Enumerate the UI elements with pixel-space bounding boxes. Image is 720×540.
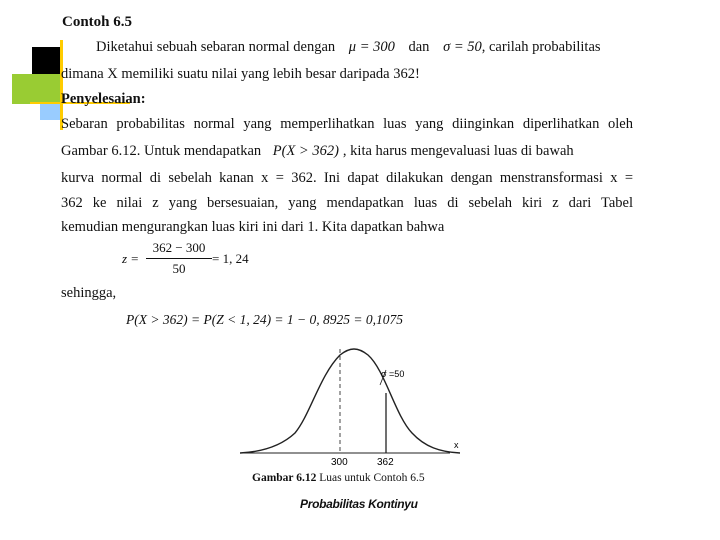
probability-expression: P(X > 362)	[272, 143, 339, 159]
problem-dan: dan	[408, 39, 430, 55]
formula2: P(X > 362) = P(Z < 1, 24) = 1 − 0, 8925 = 0,1075	[126, 312, 404, 327]
normal-curve	[240, 349, 460, 453]
caption-rest: Luas untuk Contoh 6.5	[316, 472, 425, 484]
problem-text-b: , carilah probabilitas	[481, 39, 601, 55]
axis-label-x: x	[454, 440, 459, 450]
sehingga-text: sehingga,	[61, 285, 117, 301]
corner-decoration	[0, 0, 60, 130]
footer-title: Probabilitas Kontinyu	[300, 497, 418, 511]
paragraph-line-2a: Gambar 6.12. Untuk mendapatkan	[61, 143, 262, 159]
formula1-lhs: z =	[122, 251, 140, 266]
deco-green-square	[12, 74, 60, 104]
caption-bold: Gambar 6.12	[252, 472, 317, 484]
paragraph-line-5: kemudian mengurangkan luas kiri ini dari 1. Kita dapatkan bahwa	[61, 219, 445, 235]
sigma-value: σ = 50	[443, 39, 482, 55]
problem-line-2: dimana X memiliki suatu nilai yang lebih besar daripada 362!	[61, 66, 420, 82]
fraction-bar	[146, 258, 212, 259]
tick-label-362: 362	[377, 457, 394, 468]
problem-text-a: Diketahui sebuah sebaran normal dengan	[96, 39, 336, 55]
tick-label-300: 300	[331, 457, 348, 468]
deco-black-square	[32, 47, 60, 75]
sigma-label: σ =50	[381, 369, 405, 379]
normal-curve-figure	[240, 345, 480, 475]
problem-line-1	[96, 38, 601, 56]
formula1-numerator: 362 − 300	[152, 240, 206, 255]
paragraph-line-4: 362 ke nilai z yang bersesuaian, yang mendapatkan luas di sebelah kiri z dari Tabel	[61, 195, 633, 211]
solution-heading: Penyelesaian:	[61, 91, 146, 107]
paragraph-line-3: kurva normal di sebelah kanan x = 362. Ini dapat dilakukan dengan menstransformasi x =	[61, 170, 633, 186]
paragraph-line-1: Sebaran probabilitas normal yang memperlihatkan luas yang diinginkan diperlihatkan oleh	[61, 116, 633, 132]
example-heading: Contoh 6.5	[62, 14, 133, 30]
paragraph-line-2	[61, 142, 633, 160]
formula1-rhs: = 1, 24	[212, 251, 249, 266]
deco-blue-square	[40, 104, 60, 120]
paragraph-line-2b: , kita harus mengevaluasi luas di bawah	[342, 143, 574, 159]
formula1-denominator: 50	[172, 261, 186, 276]
figure-caption	[252, 472, 425, 484]
mu-value: μ = 300	[348, 39, 395, 55]
